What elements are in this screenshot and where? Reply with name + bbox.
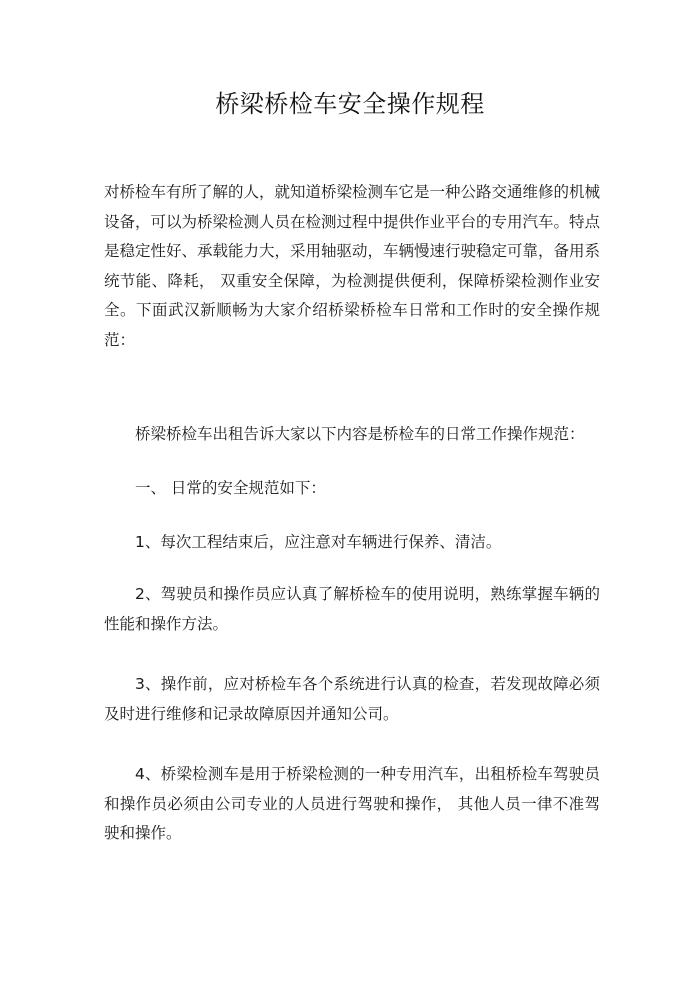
document-title: 桥梁桥检车安全操作规程 [215, 90, 485, 118]
rule-item-4: 4、桥梁检测车是用于桥梁检测的一种专用汽车，出租桥检车驾驶员和操作员必须由公司专业的人员进行驾驶和操作， 其他人员一律不准驾驶和操作。 [104, 765, 600, 842]
rule-item-1: 1、每次工程结束后，应注意对车辆进行保养、清洁。 [135, 533, 502, 551]
rule-item-3: 3、操作前，应对桥检车各个系统进行认真的检查，若发现故障必须及时进行维修和记录故障原因并通知公司。 [104, 675, 600, 723]
intro-paragraph: 对桥检车有所了解的人，就知道桥梁检测车它是一种公路交通维修的机械设备，可以为桥梁检测人员在检测过程中提供作业平台的专用汽车。特点是稳定性好、承载能力大，采用轴驱动，车辆慢速行驶稳定可靠，备用系统节能、降耗， 双重安全保障，为检测提供便利，保障桥梁检测作业安全。下面武汉新顺畅为大家介绍桥梁桥检车日常和工作时的安全操作规范： [104, 183, 601, 349]
rule-item-2: 2、驾驶员和操作员应认真了解桥检车的使用说明，熟练掌握车辆的性能和操作方法。 [104, 585, 600, 633]
rental-intro-paragraph: 桥梁桥检车出租告诉大家以下内容是桥检车的日常工作操作规范： [135, 425, 585, 443]
section-heading-daily-safety: 一、 日常的安全规范如下： [135, 479, 326, 497]
